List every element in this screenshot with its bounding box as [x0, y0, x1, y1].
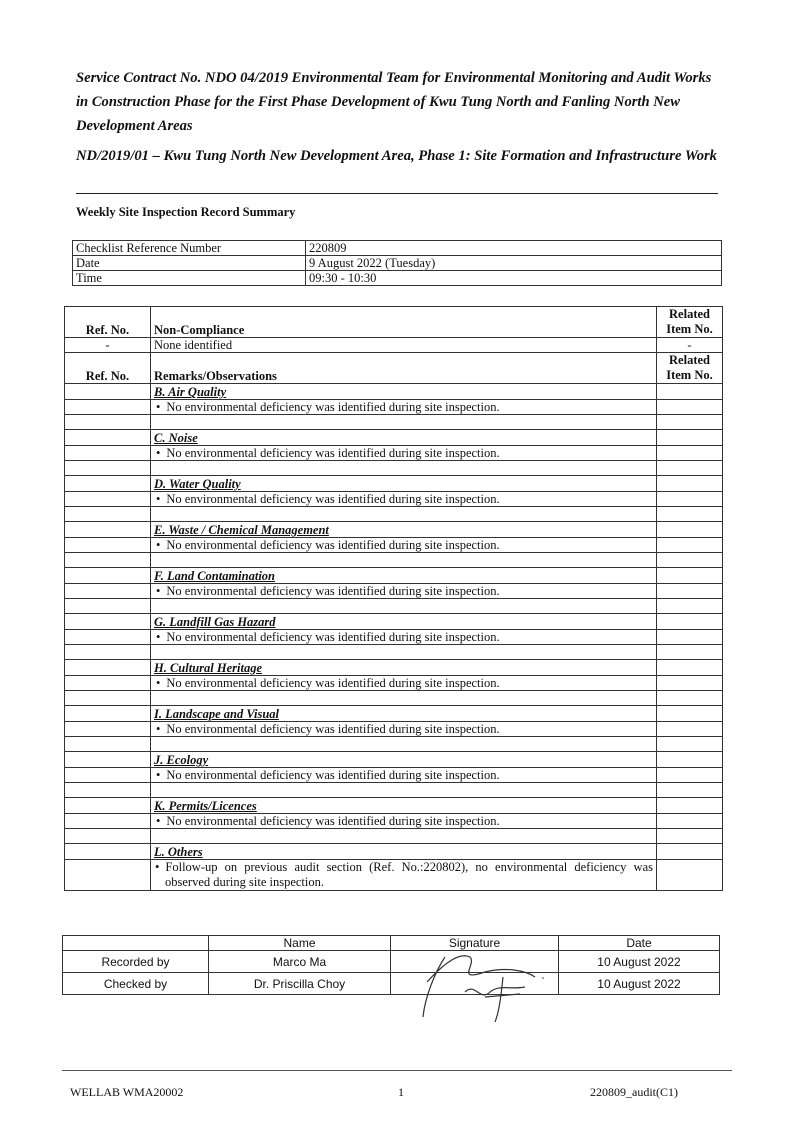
page-subtitle: Weekly Site Inspection Record Summary — [76, 205, 296, 219]
section-heading: I. Landscape and Visual — [154, 707, 280, 721]
info-row — [73, 271, 722, 286]
section-heading-row — [65, 476, 723, 492]
blank-row — [65, 691, 723, 706]
blank-cell — [657, 645, 723, 660]
project-title: ND/2019/01 – Kwu Tung North New Development Area, Phase 1: Site Formation and Infrastructure Work — [76, 148, 717, 164]
section-ref — [65, 814, 151, 829]
section-heading-row — [65, 706, 723, 722]
section-heading-cell — [151, 798, 657, 814]
section-ref — [65, 522, 151, 538]
section-text: Follow-up on previous audit section (Ref. No.:220802), no environmental deficiency was observed during site inspection. — [165, 860, 653, 889]
section-text-cell — [151, 400, 657, 415]
section-ref — [65, 752, 151, 768]
blank-cell — [657, 507, 723, 522]
section-heading: D. Water Quality — [154, 477, 241, 491]
section-heading-row — [65, 844, 723, 860]
signer-name: Dr. Priscilla Choy — [209, 973, 391, 995]
section-ref — [65, 492, 151, 507]
checklist-info-table — [72, 240, 722, 286]
section-heading: H. Cultural Heritage — [154, 661, 263, 675]
title-divider — [76, 193, 718, 194]
blank-cell — [151, 599, 657, 614]
section-text: No environmental deficiency was identified during site inspection. — [166, 722, 500, 736]
section-text-cell — [151, 492, 657, 507]
signoff-table — [62, 935, 720, 995]
section-heading-cell — [151, 752, 657, 768]
section-item — [657, 522, 723, 538]
section-item — [657, 752, 723, 768]
related-item-header: Related Item No. — [657, 307, 723, 338]
blank-cell — [65, 737, 151, 752]
info-label: Date — [73, 256, 306, 271]
section-text: No environmental deficiency was identified during site inspection. — [166, 400, 500, 414]
section-heading-cell — [151, 844, 657, 860]
noncompliance-item: - — [657, 338, 723, 353]
info-label: Time — [73, 271, 306, 286]
info-value: 220809 — [306, 241, 722, 256]
blank-cell — [151, 415, 657, 430]
section-heading-row — [65, 430, 723, 446]
section-heading-cell — [151, 660, 657, 676]
blank-cell — [65, 829, 151, 844]
section-heading: C. Noise — [154, 431, 198, 445]
related-item-header: Related Item No. — [657, 353, 723, 384]
blank-cell — [151, 829, 657, 844]
section-heading-row — [65, 752, 723, 768]
section-item — [657, 768, 723, 783]
section-ref — [65, 676, 151, 691]
blank-cell — [65, 553, 151, 568]
section-text: No environmental deficiency was identified during site inspection. — [166, 768, 500, 782]
section-item — [657, 844, 723, 860]
section-ref — [65, 584, 151, 599]
bullet-icon — [153, 860, 165, 874]
blank-cell — [657, 691, 723, 706]
info-label: Checklist Reference Number — [73, 241, 306, 256]
section-text-cell — [151, 860, 657, 891]
sign-date: 10 August 2022 — [559, 951, 720, 973]
page-number: 1 — [398, 1085, 404, 1099]
bullet-icon — [154, 676, 166, 690]
section-text: No environmental deficiency was identified during site inspection. — [166, 492, 500, 506]
section-text-row — [65, 538, 723, 553]
section-text: No environmental deficiency was identified during site inspection. — [166, 584, 500, 598]
bullet-icon — [154, 492, 166, 506]
section-text: No environmental deficiency was identified during site inspection. — [166, 676, 500, 690]
section-item — [657, 400, 723, 415]
ref-header: Ref. No. — [65, 353, 151, 384]
section-heading: J. Ecology — [154, 753, 209, 767]
section-text-row — [65, 722, 723, 737]
bullet-icon — [154, 814, 166, 828]
section-item — [657, 476, 723, 492]
blank-row — [65, 783, 723, 798]
ref-header: Ref. No. — [65, 307, 151, 338]
section-item — [657, 814, 723, 829]
section-item — [657, 860, 723, 891]
blank-cell — [65, 507, 151, 522]
section-text-row — [65, 400, 723, 415]
section-item — [657, 706, 723, 722]
section-ref — [65, 400, 151, 415]
footer-divider — [62, 1070, 732, 1071]
blank-row — [65, 737, 723, 752]
section-ref — [65, 538, 151, 553]
contract-title: Service Contract No. NDO 04/2019 Environmental Team for Environmental Monitoring and Audit Works in Construction Phase for the First Phase Development of Kwu Tung North and Fanling North New Development Areas — [76, 70, 712, 134]
section-item — [657, 614, 723, 630]
bullet-icon — [154, 538, 166, 552]
section-heading-row — [65, 384, 723, 400]
footer-doc-code: WELLAB WMA20002 — [70, 1085, 184, 1099]
date-header: Date — [559, 936, 720, 951]
blank-cell — [65, 599, 151, 614]
section-text-row — [65, 492, 723, 507]
section-heading: E. Waste / Chemical Management — [154, 523, 329, 537]
section-item — [657, 430, 723, 446]
noncompliance-header: Non-Compliance — [151, 307, 657, 338]
blank-row — [65, 507, 723, 522]
info-value: 9 August 2022 (Tuesday) — [306, 256, 722, 271]
blank-row — [65, 599, 723, 614]
section-item — [657, 798, 723, 814]
bullet-icon — [154, 722, 166, 736]
blank-cell — [151, 645, 657, 660]
section-text-cell — [151, 538, 657, 553]
blank-cell — [657, 415, 723, 430]
section-heading-row — [65, 614, 723, 630]
blank-cell — [657, 599, 723, 614]
sign-date: 10 August 2022 — [559, 973, 720, 995]
blank-cell — [63, 936, 209, 951]
section-heading-cell — [151, 568, 657, 584]
section-heading: F. Land Contamination — [154, 569, 275, 583]
bullet-icon — [154, 446, 166, 460]
blank-cell — [65, 783, 151, 798]
blank-cell — [151, 553, 657, 568]
blank-cell — [151, 783, 657, 798]
section-text: No environmental deficiency was identified during site inspection. — [166, 446, 500, 460]
section-item — [657, 630, 723, 645]
signature-header: Signature — [391, 936, 559, 951]
section-heading-cell — [151, 614, 657, 630]
section-item — [657, 584, 723, 599]
blank-cell — [65, 415, 151, 430]
section-heading-row — [65, 522, 723, 538]
section-text: No environmental deficiency was identified during site inspection. — [166, 630, 500, 644]
document-title — [76, 66, 726, 168]
remarks-header-row — [65, 353, 723, 384]
info-row — [73, 256, 722, 271]
blank-cell — [65, 645, 151, 660]
noncompliance-ref: - — [65, 338, 151, 353]
section-text-cell — [151, 446, 657, 461]
blank-cell — [65, 461, 151, 476]
blank-row — [65, 415, 723, 430]
noncompliance-header-row — [65, 307, 723, 338]
section-item — [657, 568, 723, 584]
checked-by-row — [63, 973, 720, 995]
section-heading: L. Others — [154, 845, 203, 859]
info-value: 09:30 - 10:30 — [306, 271, 722, 286]
section-heading-cell — [151, 430, 657, 446]
section-text-cell — [151, 814, 657, 829]
noncompliance-text: None identified — [151, 338, 657, 353]
footer-ref: 220809_audit(C1) — [590, 1085, 678, 1099]
section-text-cell — [151, 584, 657, 599]
section-item — [657, 660, 723, 676]
recorded-by-row — [63, 951, 720, 973]
section-text-cell — [151, 630, 657, 645]
section-text-row — [65, 676, 723, 691]
section-ref — [65, 568, 151, 584]
section-text-row — [65, 446, 723, 461]
section-item — [657, 384, 723, 400]
section-ref — [65, 860, 151, 891]
section-heading: K. Permits/Licences — [154, 799, 257, 813]
name-header: Name — [209, 936, 391, 951]
role-label: Recorded by — [63, 951, 209, 973]
blank-cell — [151, 507, 657, 522]
blank-cell — [657, 829, 723, 844]
section-ref — [65, 660, 151, 676]
blank-cell — [151, 691, 657, 706]
section-item — [657, 446, 723, 461]
bullet-icon — [154, 584, 166, 598]
section-heading-cell — [151, 522, 657, 538]
section-ref — [65, 446, 151, 461]
blank-cell — [657, 553, 723, 568]
section-ref — [65, 706, 151, 722]
section-heading-row — [65, 660, 723, 676]
handwritten-signature — [415, 942, 565, 1022]
section-text: No environmental deficiency was identified during site inspection. — [166, 538, 500, 552]
section-heading-row — [65, 798, 723, 814]
blank-cell — [65, 691, 151, 706]
section-text-row — [65, 860, 723, 891]
section-text-cell — [151, 768, 657, 783]
section-heading-cell — [151, 384, 657, 400]
section-item — [657, 492, 723, 507]
blank-cell — [151, 737, 657, 752]
blank-cell — [657, 737, 723, 752]
remarks-header: Remarks/Observations — [151, 353, 657, 384]
section-heading: G. Landfill Gas Hazard — [154, 615, 276, 629]
section-heading-cell — [151, 706, 657, 722]
bullet-icon — [154, 630, 166, 644]
section-text-row — [65, 768, 723, 783]
section-item — [657, 538, 723, 553]
section-heading-row — [65, 568, 723, 584]
role-label: Checked by — [63, 973, 209, 995]
section-text-cell — [151, 722, 657, 737]
section-ref — [65, 430, 151, 446]
blank-row — [65, 829, 723, 844]
section-heading: B. Air Quality — [154, 385, 227, 399]
blank-cell — [657, 461, 723, 476]
info-row — [73, 241, 722, 256]
section-text-row — [65, 584, 723, 599]
section-item — [657, 722, 723, 737]
section-text: No environmental deficiency was identified during site inspection. — [166, 814, 500, 828]
section-ref — [65, 722, 151, 737]
section-ref — [65, 798, 151, 814]
section-ref — [65, 476, 151, 492]
bullet-icon — [154, 768, 166, 782]
section-ref — [65, 630, 151, 645]
blank-row — [65, 553, 723, 568]
blank-row — [65, 461, 723, 476]
inspection-table — [64, 306, 723, 891]
section-text-row — [65, 630, 723, 645]
section-ref — [65, 768, 151, 783]
blank-row — [65, 645, 723, 660]
section-text-row — [65, 814, 723, 829]
noncompliance-row — [65, 338, 723, 353]
section-item — [657, 676, 723, 691]
signoff-header-row — [63, 936, 720, 951]
section-heading-cell — [151, 476, 657, 492]
bullet-icon — [154, 400, 166, 414]
blank-cell — [151, 461, 657, 476]
section-ref — [65, 384, 151, 400]
signer-name: Marco Ma — [209, 951, 391, 973]
section-text-cell — [151, 676, 657, 691]
section-ref — [65, 614, 151, 630]
blank-cell — [657, 783, 723, 798]
section-ref — [65, 844, 151, 860]
